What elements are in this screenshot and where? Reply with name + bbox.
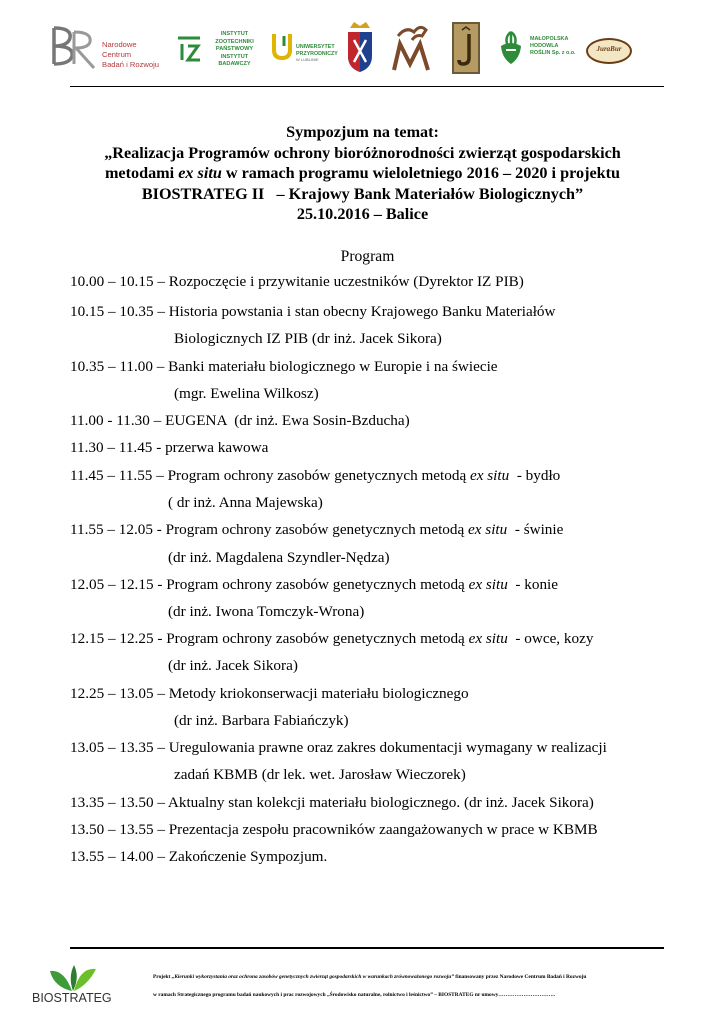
iz-line1: INSTYTUT ZOOTECHNIKI	[215, 31, 254, 45]
up-line1: UNIWERSYTET	[296, 44, 335, 50]
agenda-text: Program ochrony zasobów genetycznych metodą	[165, 521, 469, 538]
footer-line1	[153, 974, 586, 980]
crest-logo	[346, 18, 374, 78]
agenda-text: Prezentacja zespołu pracowników zaangażowanych w prace w KBMB	[168, 821, 598, 838]
agenda-text: EUGENA (dr inż. Ewa Sosin-Bzducha)	[165, 412, 410, 429]
agenda-item	[70, 272, 524, 292]
agenda-text: Uregulowania prawne oraz zakres dokumentacji wymagany w realizacji	[168, 739, 607, 756]
agenda-continuation: (mgr. Ewelina Wilkosz)	[174, 385, 319, 402]
title-line4: BIOSTRATEG II – Krajowy Bank Materiałów Biologicznych”	[141, 184, 584, 203]
iz-logo	[176, 18, 264, 78]
agenda-italic: ex situ	[468, 576, 508, 593]
title-line3	[40, 163, 685, 184]
header-divider	[70, 86, 664, 87]
footer-divider	[70, 947, 664, 949]
leaf-icon	[44, 963, 104, 993]
agenda-item	[70, 793, 594, 813]
program-heading: Program	[340, 248, 395, 265]
mhr-line3: ROŚLIN Sp. z o.o.	[530, 50, 576, 56]
agenda-text: Program ochrony zasobów genetycznych metodą	[167, 467, 470, 484]
agenda-continuation: Biologicznych IZ PIB (dr inż. Jacek Sikora)	[174, 330, 442, 347]
j-mark-icon	[452, 22, 480, 74]
title-line3c: w ramach programu wieloletniego 2016 – 2020 i projektu	[221, 164, 621, 182]
agenda-text: Program ochrony zasobów genetycznych metodą	[166, 630, 469, 647]
title-line2: „Realizacja Programów ochrony bioróżnorodności zwierząt gospodarskich	[104, 143, 621, 162]
sponsor-logos	[46, 18, 679, 78]
agenda-text: przerwa kawowa	[165, 439, 269, 456]
agenda-time: 13.50 – 13.55 –	[70, 821, 169, 838]
up-text	[296, 44, 338, 64]
agenda-item	[70, 357, 498, 377]
title-line1: Sympozjum na temat:	[286, 123, 439, 141]
ncbr-mark-icon	[48, 24, 98, 72]
agenda-item	[70, 575, 558, 595]
agenda-time: 13.55 – 14.00 –	[70, 848, 169, 865]
footer-line1b: „Kierunki wykorzystania oraz ochrona zasobów genetycznych zwierząt gospodarskich w warunkach zrównoważonego rozwoju”	[171, 974, 454, 980]
title-line3a: metodami	[104, 164, 179, 182]
agenda-item	[70, 684, 469, 704]
agenda-text: Rozpoczęcie i przywitanie uczestników (Dyrektor IZ PIB)	[168, 273, 524, 290]
ncbr-line1: Narodowe Centrum	[102, 40, 137, 59]
agenda-item	[70, 466, 560, 486]
agenda-time: 10.00 – 10.15 –	[70, 273, 169, 290]
agenda-time: 11.55 – 12.05 -	[70, 521, 166, 538]
agenda-item	[70, 302, 555, 322]
mhr-line1: MAŁOPOLSKA	[530, 36, 569, 42]
j-logo	[452, 18, 480, 78]
up-line3: W LUBLINIE	[296, 57, 319, 62]
iz-line3: INSTYTUT	[220, 53, 249, 60]
iz-mark-icon	[176, 32, 202, 62]
title-line3b: ex situ	[178, 164, 222, 182]
agenda-time: 12.15 – 12.25 -	[70, 630, 167, 647]
up-line2: PRZYRODNICZY	[296, 50, 338, 57]
jurabur-text: JuraBur	[596, 45, 622, 53]
agenda-italic: ex situ	[468, 521, 508, 538]
agenda-time: 12.05 – 12.15 -	[70, 576, 167, 593]
agenda-continuation: (dr inż. Barbara Fabiańczyk)	[174, 712, 349, 729]
footer-line1c: finansowany przez Narodowe Centrum Badań i Rozwoju	[453, 974, 587, 980]
agenda-continuation: ( dr inż. Anna Majewska)	[168, 494, 323, 511]
mhr-line2: HODOWLA	[530, 43, 559, 49]
agenda-time: 10.35 – 11.00 –	[70, 358, 169, 375]
agenda-item	[70, 438, 268, 458]
mhr-logo	[496, 18, 584, 78]
iz-line4: BADAWCZY	[218, 61, 251, 67]
agenda-text: Program ochrony zasobów genetycznych metodą	[166, 576, 469, 593]
agenda-continuation: (dr inż. Magdalena Szyndler-Nędza)	[168, 549, 390, 566]
up-mark-icon	[272, 32, 294, 60]
biostrateg-text: BIOSTRATEG	[32, 991, 112, 1005]
agenda-time: 11.45 – 11.55 –	[70, 467, 168, 484]
crest-shield-icon	[346, 22, 374, 74]
agenda-item	[70, 520, 563, 540]
agenda-text: Banki materiału biologicznego w Europie i na świecie	[168, 358, 498, 375]
agenda-time: 12.25 – 13.05 –	[70, 685, 169, 702]
agenda-tail: - świnie	[507, 521, 564, 538]
iz-line2: PAŃSTWOWY	[215, 46, 254, 52]
agenda-item	[70, 847, 327, 867]
agenda-continuation: (dr inż. Jacek Sikora)	[168, 657, 298, 674]
agenda-tail: - owce, kozy	[507, 630, 594, 647]
agenda-time: 11.30 – 11.45 -	[70, 439, 166, 456]
agenda-item	[70, 629, 593, 649]
jurabur-logo	[586, 18, 630, 78]
ncbr-text	[102, 40, 166, 70]
mhr-text	[530, 36, 576, 57]
agenda-item	[70, 820, 598, 840]
ncbr-line2: Badań i Rozwoju	[102, 60, 159, 69]
agenda-text: Aktualny stan kolekcji materiału biologicznego. (dr inż. Jacek Sikora)	[167, 794, 594, 811]
iz-text	[205, 31, 264, 69]
agenda-text: Zakończenie Sympozjum.	[168, 848, 328, 865]
agenda-italic: ex situ	[468, 630, 508, 647]
page-title	[40, 122, 685, 225]
agenda-continuation: zadań KBMB (dr lek. wet. Jarosław Wieczorek)	[174, 766, 466, 783]
agenda-text: Metody kriokonserwacji materiału biologicznego	[168, 685, 469, 702]
agenda-time: 13.35 – 13.50 –	[70, 794, 168, 811]
biostrateg-logo	[30, 963, 140, 1013]
horse-logo	[388, 18, 436, 78]
footer-line1a: Projekt	[153, 974, 172, 980]
agenda-italic: ex situ	[469, 467, 510, 484]
agenda-item	[70, 738, 607, 758]
agenda-text: Historia powstania i stan obecny Krajowego Banku Materiałów	[168, 303, 556, 320]
agenda-tail: - konie	[507, 576, 559, 593]
horse-icon	[388, 20, 436, 76]
agenda-time: 10.15 – 10.35 –	[70, 303, 169, 320]
agenda-continuation: (dr inż. Iwona Tomczyk-Wrona)	[168, 603, 365, 620]
beet-icon	[496, 30, 526, 66]
title-date: 25.10.2016 – Balice	[296, 205, 429, 223]
up-logo	[272, 18, 344, 78]
agenda-time: 13.05 – 13.35 –	[70, 739, 169, 756]
ncbr-logo	[46, 18, 166, 78]
agenda-item	[70, 411, 410, 431]
agenda-tail: - bydło	[509, 467, 561, 484]
footer-line2: w ramach Strategicznego programu badań naukowych i prac rozwojowych „Środowisko naturalne, rolnictwo i leśnictwo” – BIOSTRATEG nr umowy…………………………..	[153, 992, 555, 998]
agenda-time: 11.00 - 11.30 –	[70, 412, 166, 429]
